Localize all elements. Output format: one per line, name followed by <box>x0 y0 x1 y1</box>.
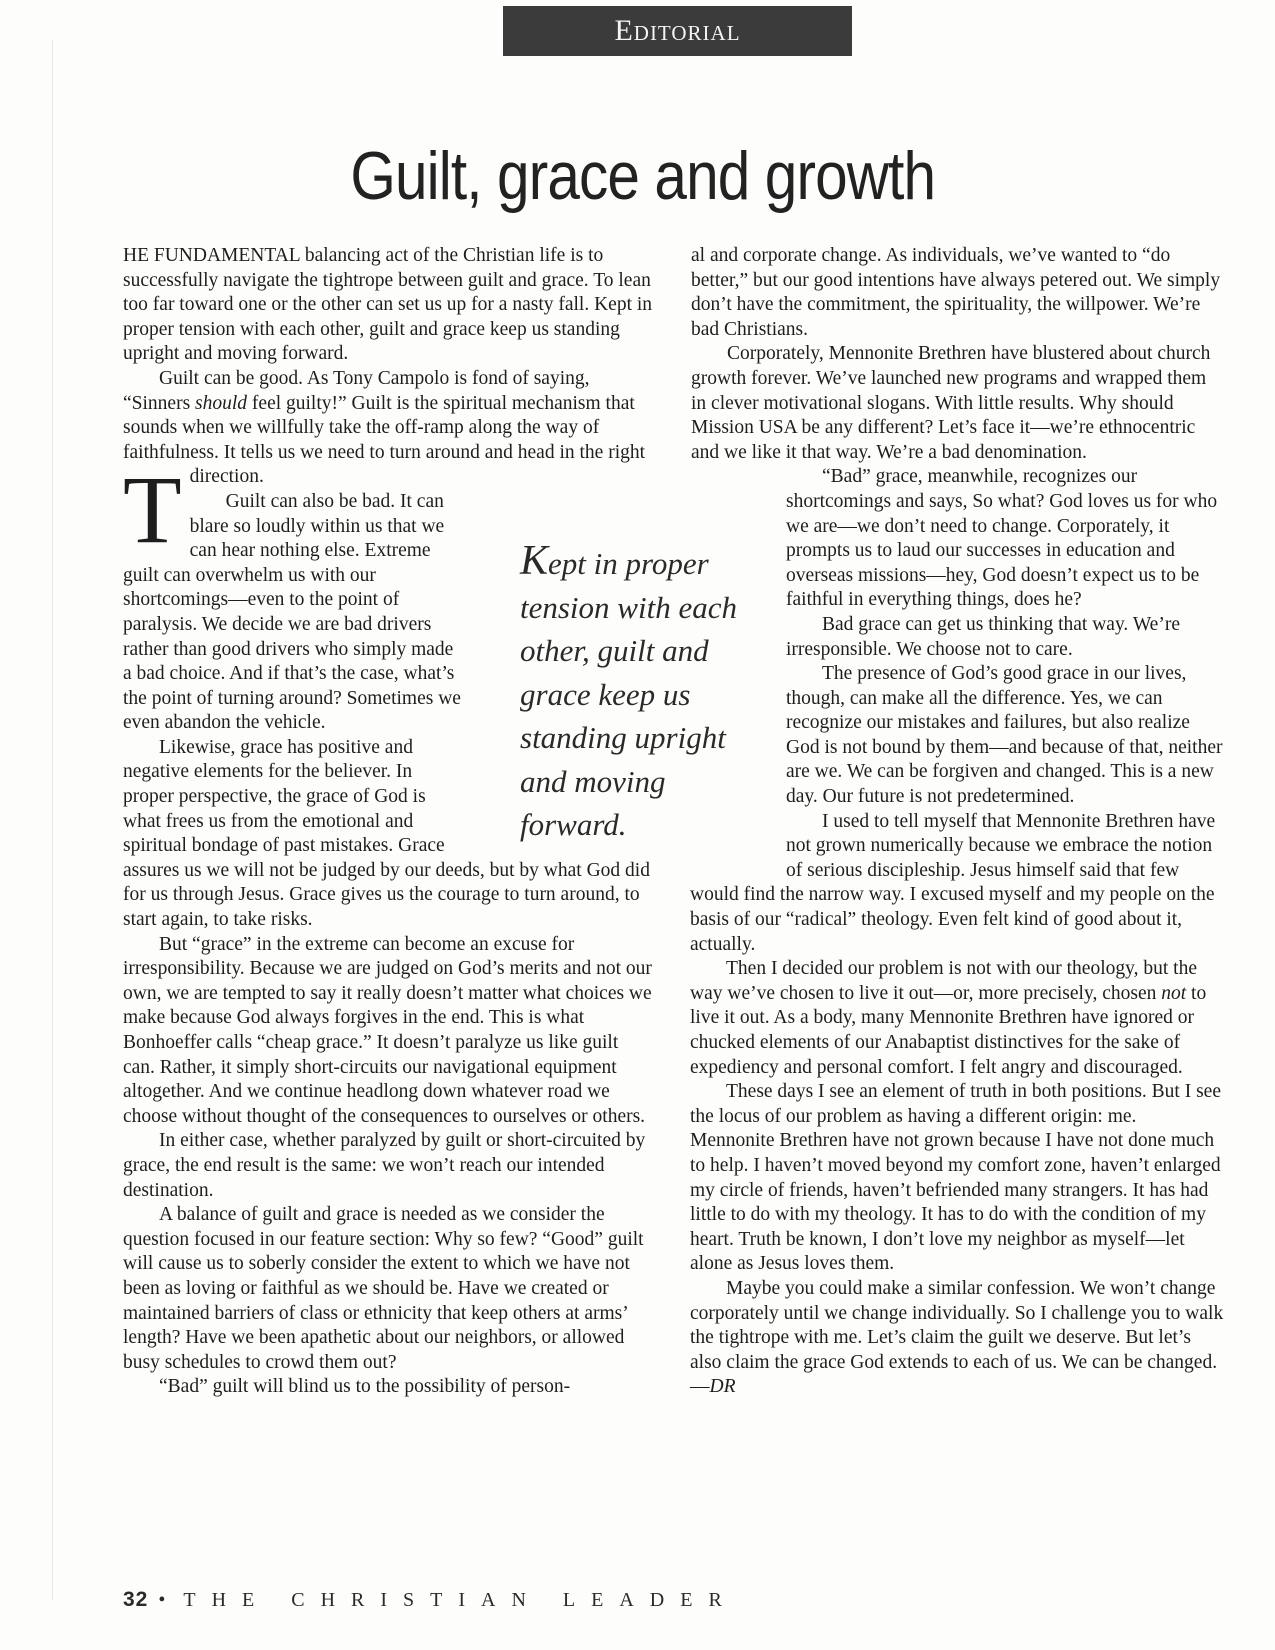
page-number: 32 <box>123 1588 149 1611</box>
paragraph: “Bad” grace, meanwhile, recognizes our shortcomings and says, So what? God loves us for who we are—we don’t need to change. Corporately, it prompts us to laud our successes in education and overseas missions—hey, God doesn’t expect us to be faithful in everything things, does he? <box>786 466 1218 611</box>
lead-in: HE FUNDAMENTAL <box>123 245 300 266</box>
paragraph-text: Maybe you could make a similar confession. We won’t change corporately until we change individually. So I challenge you to walk the tightrope with me. Let’s claim the guilt we deserve. But let’s also claim the grace God extends to each of us. We can be changed.— <box>690 1277 1224 1398</box>
paragraph-text: feel guilty!” Guilt is the spiritual mechanism that sounds when we willfully take the off-ramp along the way of faithfulness. It tells us we need to turn around and head in the right direction. <box>123 392 646 488</box>
emphasis: should <box>195 392 248 414</box>
section-banner <box>503 6 852 56</box>
article-title: Guilt, grace and growth <box>350 138 936 214</box>
paragraph: Bad grace can get us thinking that way. We’re irresponsible. We choose not to care. <box>786 613 1180 660</box>
paragraph <box>690 1277 1224 1400</box>
paragraph: “Bad” guilt will blind us to the possibility of person- <box>159 1376 571 1398</box>
page-margin-rule <box>52 40 53 1600</box>
paragraph: Corporately, Mennonite Brethren have blustered about church growth forever. We’ve launched new programs and wrapped them in clever motivational slogans. With little results. Why should Mission USA be any different? Let’s face it—we’re ethnocentric and we like it that way. We’re a bad denomination. <box>691 343 1211 463</box>
paragraph: al and corporate change. As individuals, we’ve wanted to “do better,” but our good intentions have always petered out. We simply don’t have the commitment, the spirituality, the willpower. We’re bad Christians. <box>691 245 1221 340</box>
drop-cap: T <box>123 456 182 563</box>
paragraph: These days I see an element of truth in both positions. But I see the locus of our problem as having a different origin: me. Mennonite Brethren have not grown because I have not done much to help. I haven’t moved beyond my comfort zone, haven’t enlarged my circle of friends, haven’t befriended many strangers. It has had little to do with my theology. It has to do with the condition of my heart. Truth be known, I don’t love my neighbor as myself—let alone as Jesus loves them. <box>690 1081 1221 1275</box>
paragraph: Likewise, grace has positive and negative elements for the believer. In proper perspective, the grace of God is what frees us from the emotional and spiritual bondage of past mistakes. Grace assures us we will not be judged by our deeds, but by what God did for us through Jesus. Grace gives us the courage to turn around, to start again, to take risks. <box>123 736 650 931</box>
publication-name: THE CHRISTIAN LEADER <box>183 1589 738 1611</box>
paragraph: Guilt can also be bad. It can blare so loudly within us that we can hear nothing else. Extreme guilt can overwhelm us with our shortcomings—even to the point of paralysis. We decide we are bad drivers rather than good drivers who simply made a bad choice. And if that’s the case, what’s the point of turning around? Sometimes we even abandon the vehicle. <box>123 490 461 734</box>
section-label: Editorial <box>614 14 741 47</box>
paragraph <box>690 957 1224 1080</box>
paragraph-text: Then I decided our problem is not with our theology, but the way we’ve chosen to live it out—or, more precisely, chosen <box>690 958 1197 1004</box>
signature-initials: DR <box>709 1376 736 1398</box>
paragraph-text: balancing act of the Christian life is to successfully navigate the tightrope between guilt and grace. To lean too far toward one or the other can set us up for a nasty fall. Kept in proper tension with each other, guilt and grace keep us standing upright and moving forward. <box>123 245 653 365</box>
page-footer <box>123 1588 738 1612</box>
paragraph: A balance of guilt and grace is needed as we consider the question focused in our feature section: Why so few? “Good” guilt will cause us to soberly consider the extent to which we have not been as loving or faithful as we should be. Have we created or maintained barriers of class or ethnicity that keep others at arms’ length? Have we been apathetic about our neighbors, or allowed busy schedules to crowd them out? <box>123 1204 644 1373</box>
pull-quote-cap: K <box>520 538 549 584</box>
paragraph: But “grace” in the extreme can become an excuse for irresponsibility. Because we are judged on God’s merits and not our own, we are tempted to say it really doesn’t matter what choices we make because God always forgives in the end. This is what Bonhoeffer calls “cheap grace.” It doesn’t paralyze us like guilt can. Rather, it simply short-circuits our navigational equipment altogether. And we continue headlong down whatever road we choose without thought of the consequences to ourselves or others. <box>123 933 652 1127</box>
right-column <box>690 244 1224 1400</box>
paragraph-text: to live it out. As a body, many Mennonite Brethren have ignored or chucked elements of our Anabaptist distinctives for the sake of expediency and personal comfort. I felt angry and discouraged. <box>690 982 1207 1078</box>
paragraph: The presence of God’s good grace in our lives, though, can make all the difference. Yes, we can recognize our mistakes and failures, but also realize God is not bound by them—and because of that, neither are we. We can be forgiven and changed. This is a new day. Our future is not predetermined. <box>786 663 1223 808</box>
emphasis: not <box>1161 982 1187 1004</box>
footer-bullet: • <box>158 1589 166 1611</box>
left-column <box>123 244 655 1400</box>
pull-quote-text: ept in proper tension with each other, guilt and grace keep us standing upright and moving forward. <box>520 546 737 842</box>
paragraph-text: Guilt can be good. As Tony Campolo is fond of saying, “Sinners <box>123 367 590 414</box>
paragraph: In either case, whether paralyzed by guilt or short-circuited by grace, the end result is the same: we won’t reach our intended destination. <box>123 1130 646 1201</box>
paragraph: I used to tell myself that Mennonite Brethren have not grown numerically because we embrace the notion of serious discipleship. Jesus himself said that few would find the narrow way. I excused myself and my people on the basis of our “radical” theology. Even felt kind of good about it, actually. <box>690 810 1216 955</box>
